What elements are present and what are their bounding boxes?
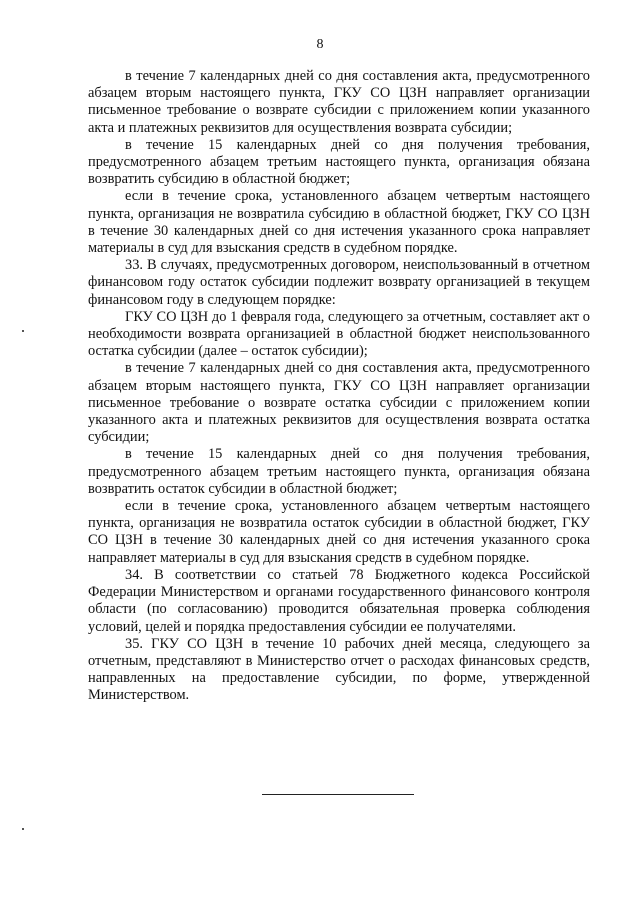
paragraph: если в течение срока, установленного абзацем четвертым настоящего пункта, организация не возвратила остаток субсидии в областной бюджет, ГКУ СО ЦЗН в течение 30 календарных дней со дня истечения указанного срока направляет материалы в суд для взыскания средств в судебном порядке. bbox=[88, 498, 590, 566]
paragraph: в течение 7 календарных дней со дня составления акта, предусмотренного абзацем вторым настоящего пункта, ГКУ СО ЦЗН направляет организации письменное требование о возврате остатка субсидии с приложением копии указанного акта и платежных реквизитов для осуществления возврата остатка субсидии; bbox=[88, 360, 590, 446]
scan-edge-mark bbox=[22, 330, 24, 332]
paragraph: ГКУ СО ЦЗН до 1 февраля года, следующего за отчетным, составляет акт о необходимости возврата организацией в областной бюджет неиспользованного остатка субсидии (далее – остаток субсидии); bbox=[88, 308, 590, 360]
paragraph-section-34: 34. В соответствии со статьей 78 Бюджетного кодекса Российской Федерации Министерством и органами государственного финансового контроля области (по согласованию) проводится обязательная проверка соблюдения условий, целей и порядка предоставления субсидии ее получателями. bbox=[88, 566, 590, 635]
paragraph: в течение 7 календарных дней со дня составления акта, предусмотренного абзацем вторым настоящего пункта, ГКУ СО ЦЗН направляет организации письменное требование о возврате субсидии с приложением копии указанного акта и платежных реквизитов для осуществления возврата субсидии; bbox=[88, 68, 590, 136]
closing-rule bbox=[262, 794, 414, 795]
page-number: 8 bbox=[316, 37, 324, 52]
paragraph: в течение 15 календарных дней со дня получения требования, предусмотренного абзацем третьим настоящего пункта, организация обязана возвратить субсидию в областной бюджет; bbox=[88, 136, 590, 188]
paragraph: в течение 15 календарных дней со дня получения требования, предусмотренного абзацем третьим настоящего пункта, организация обязана возвратить остаток субсидии в областной бюджет; bbox=[88, 446, 590, 497]
paragraph-section-35: 35. ГКУ СО ЦЗН в течение 10 рабочих дней месяца, следующего за отчетным, представляют в Министерство отчет о расходах финансовых средств, направленных на предоставление субсидии, по форме, утвержденной Министерством. bbox=[88, 635, 590, 704]
document-body bbox=[88, 68, 590, 705]
scan-edge-mark bbox=[22, 828, 24, 830]
paragraph: если в течение срока, установленного абзацем четвертым настоящего пункта, организация не возвратила субсидию в областной бюджет, ГКУ СО ЦЗН в течение 30 календарных дней со дня истечения указанного срока направляет материалы в суд для взыскания средств в судебном порядке. bbox=[88, 188, 590, 257]
paragraph-section-33: 33. В случаях, предусмотренных договором, неиспользованный в отчетном финансовом году остаток субсидии подлежит возврату организацией в текущем финансовом году в следующем порядке: bbox=[88, 257, 590, 308]
